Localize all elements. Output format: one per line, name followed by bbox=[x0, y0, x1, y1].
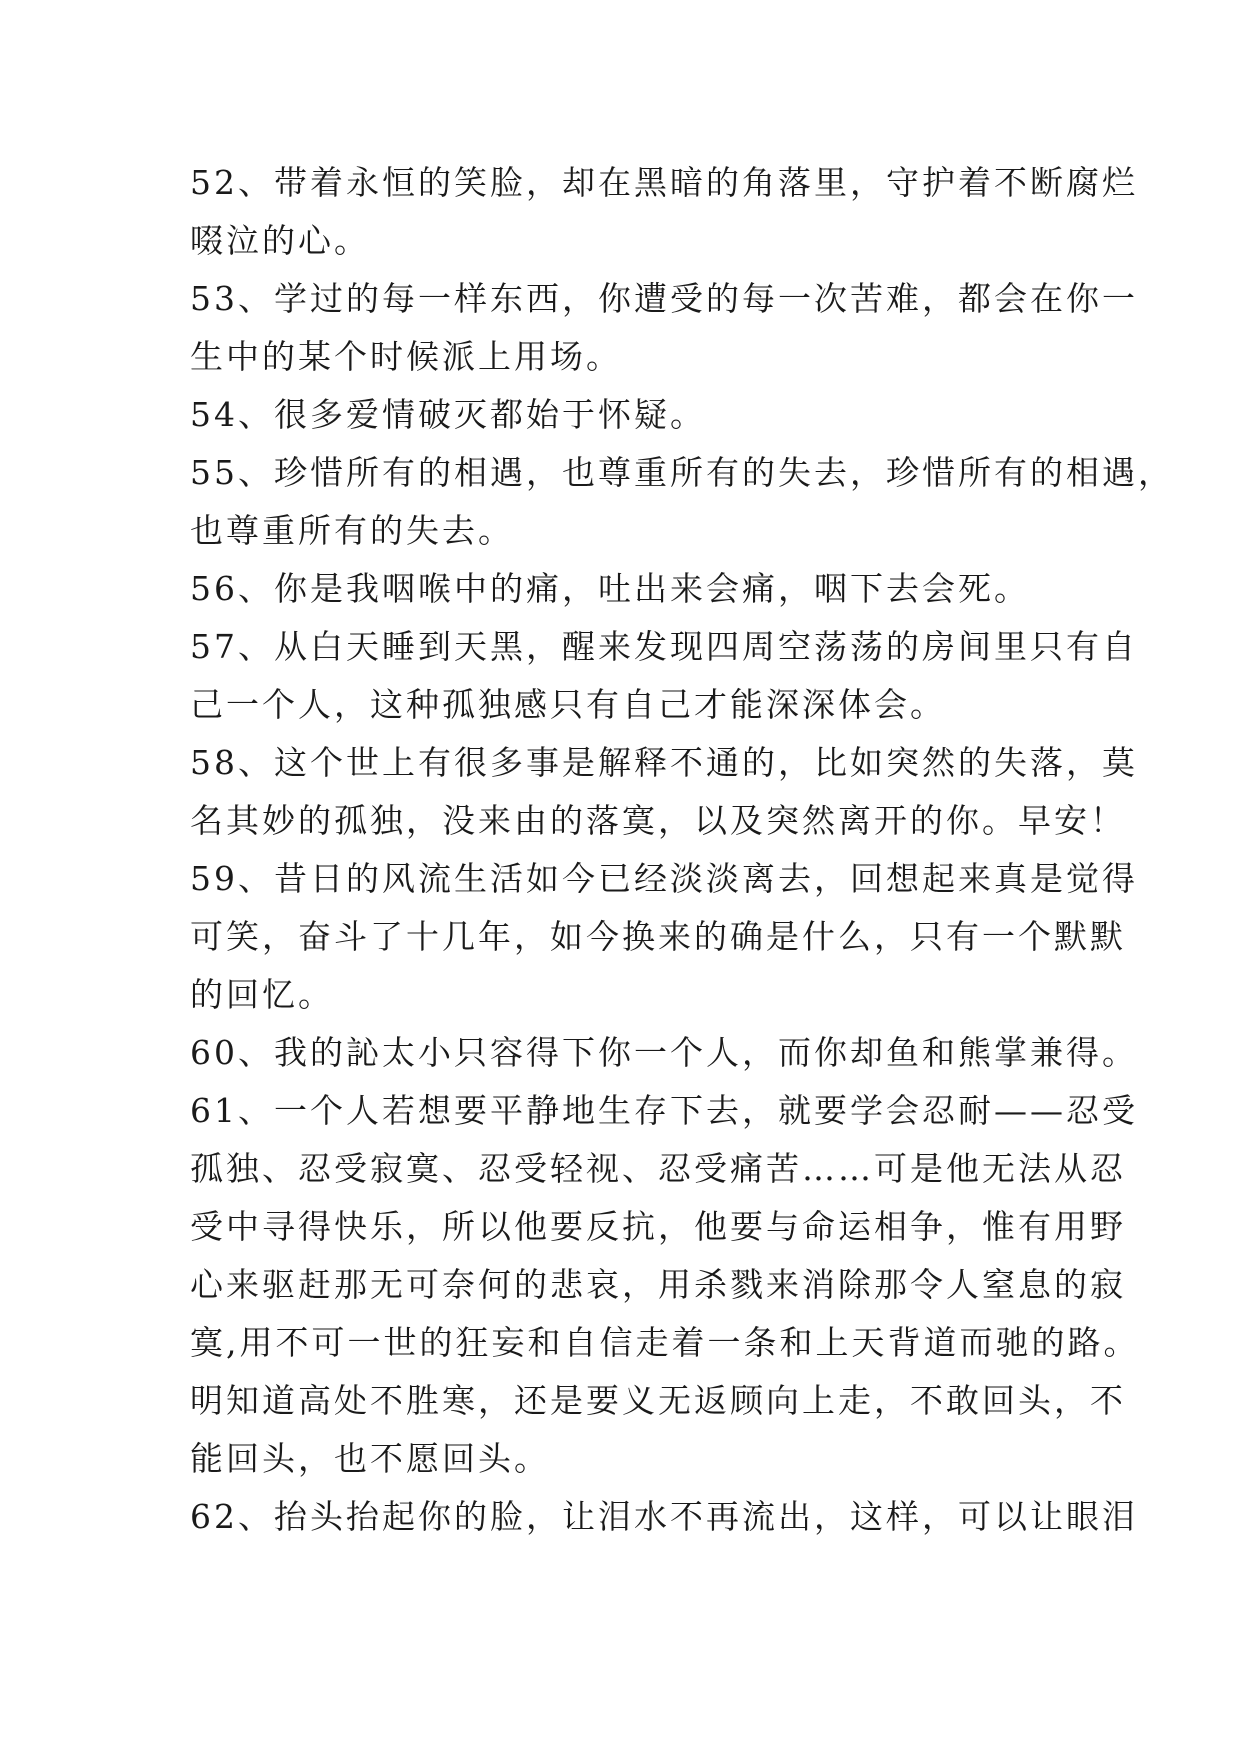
text-line: 可笑，奋斗了十几年，如今换来的确是什么，只有一个默默 bbox=[190, 917, 1126, 956]
text-line: 名其妙的孤独，没来由的落寞，以及突然离开的你。早安！ bbox=[190, 801, 1126, 840]
text-line: 59、昔日的风流生活如今已经淡淡离去，回想起来真是觉得 bbox=[190, 859, 1138, 898]
text-line: 受中寻得快乐，所以他要反抗，他要与命运相争，惟有用野 bbox=[190, 1207, 1126, 1246]
text-line: 寞,用不可一世的狂妄和自信走着一条和上天背道而驰的路。 bbox=[190, 1323, 1140, 1362]
text-line: 62、抬头抬起你的脸，让泪水不再流出，这样，可以让眼泪 bbox=[190, 1497, 1138, 1536]
text-line: 57、从白天睡到天黑，醒来发现四周空荡荡的房间里只有自 bbox=[190, 627, 1138, 666]
text-line: 56、你是我咽喉中的痛，吐出来会痛，咽下去会死。 bbox=[190, 569, 1030, 608]
text-line: 能回头，也不愿回头。 bbox=[190, 1439, 550, 1478]
text-line: 54、很多爱情破灭都始于怀疑。 bbox=[190, 395, 706, 434]
text-line: 58、这个世上有很多事是解释不通的，比如突然的失落，莫 bbox=[190, 743, 1138, 782]
document-body bbox=[190, 154, 1174, 1546]
text-line: 52、带着永恒的笑脸，却在黑暗的角落里，守护着不断腐烂 bbox=[190, 163, 1138, 202]
text-line: 孤独、忍受寂寞、忍受轻视、忍受痛苦……可是他无法从忍 bbox=[190, 1149, 1126, 1188]
text-line: 也尊重所有的失去。 bbox=[190, 511, 514, 550]
text-line: 心来驱赶那无可奈何的悲哀，用杀戮来消除那令人窒息的寂 bbox=[190, 1265, 1126, 1304]
text-line: 的回忆。 bbox=[190, 975, 334, 1014]
text-line: 生中的某个时候派上用场。 bbox=[190, 337, 622, 376]
text-line: 啜泣的心。 bbox=[190, 221, 370, 260]
text-line: 55、珍惜所有的相遇，也尊重所有的失去，珍惜所有的相遇， bbox=[190, 453, 1174, 492]
text-line: 明知道高处不胜寒，还是要义无返顾向上走，不敢回头，不 bbox=[190, 1381, 1126, 1420]
text-line: 61、一个人若想要平静地生存下去，就要学会忍耐——忍受 bbox=[190, 1091, 1138, 1130]
text-line: 己一个人，这种孤独感只有自己才能深深体会。 bbox=[190, 685, 946, 724]
text-line: 60、我的訫太小只容得下你一个人，而你却鱼和熊掌兼得。 bbox=[190, 1033, 1138, 1072]
text-line: 53、学过的每一样东西，你遭受的每一次苦难，都会在你一 bbox=[190, 279, 1138, 318]
